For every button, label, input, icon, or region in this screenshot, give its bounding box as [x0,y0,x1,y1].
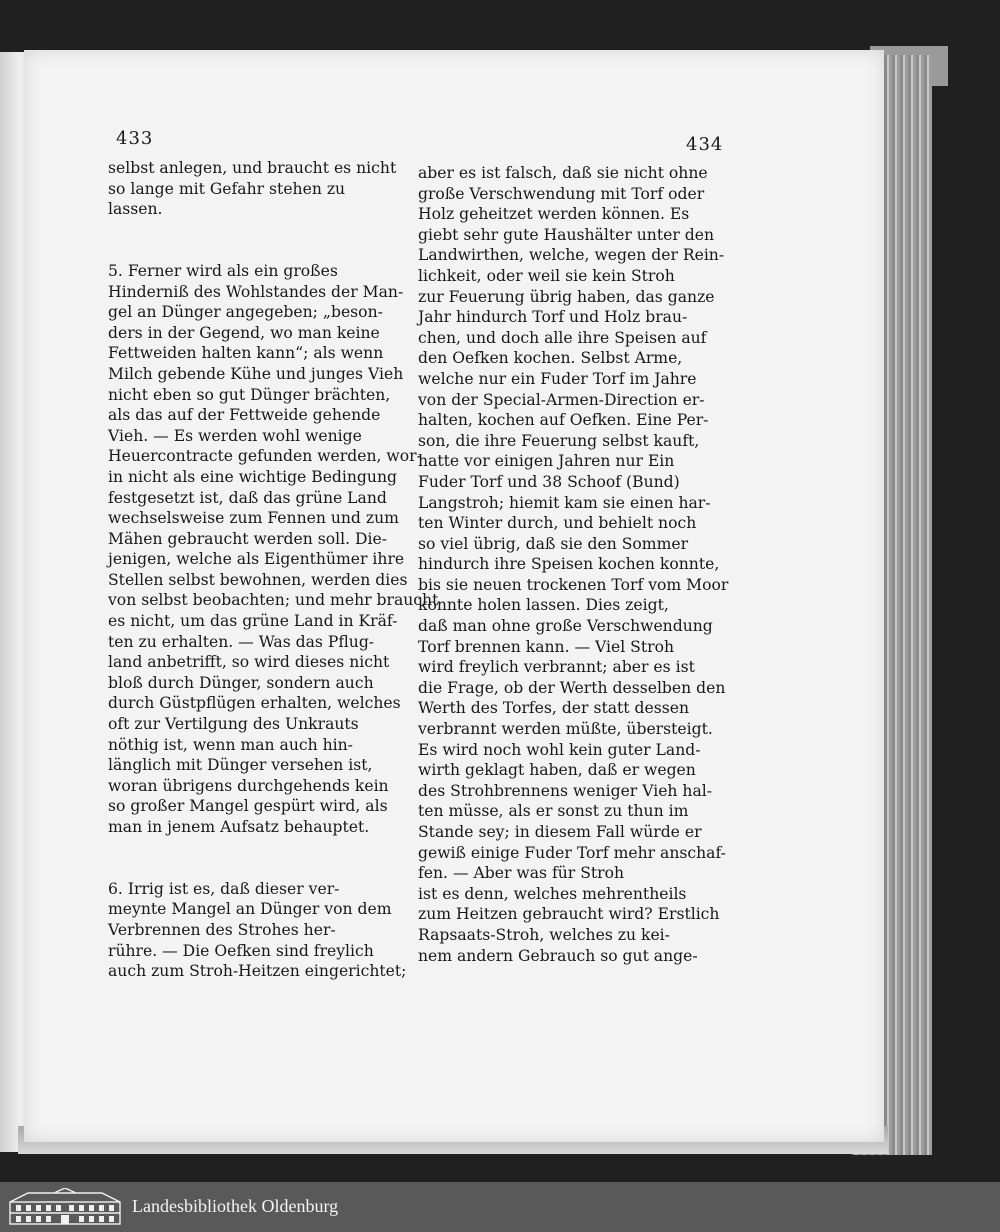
left-column-text-line: so lange mit Gefahr stehen zu [108,179,346,198]
right-column-text-line: zur Feuerung übrig haben, das ganze [418,287,715,306]
left-column-text-line: gel an Dünger angegeben; „beson- [108,303,383,322]
left-column-text-line [108,838,438,859]
left-column-text-line: wechselsweise zum Fennen und zum [108,509,399,528]
right-column-text-line: die Frage, ob der Werth desselben den [418,678,726,697]
left-column-text-line [108,220,438,241]
left-column-text-line: Mähen gebraucht werden soll. Die- [108,529,388,548]
right-column-text-line: wird freylich verbrannt; aber es ist [418,658,695,677]
right-column-text-line: welche nur ein Fuder Torf im Jahre [418,369,697,388]
right-column-text-line: Werth des Torfes, der statt dessen [418,699,689,718]
left-column-text-line: Vieh. — Es werden wohl wenige [108,426,362,445]
right-column-text-line: fen. — Aber was für Stroh [418,864,625,883]
right-column-text-line: von der Special-Armen-Direction er- [418,390,705,409]
right-column-text-line: so viel übrig, daß sie den Sommer [418,534,689,553]
left-column-text-line [108,240,438,261]
right-column-text-line: chen, und doch alle ihre Speisen auf [418,328,707,347]
left-column-text-line: auch zum Stroh-Heitzen eingerichtet; [108,962,407,981]
left-column-text-line: woran übrigens durchgehends kein [108,776,389,795]
right-column-text-line: verbrannt werden müßte, übersteigt. [418,720,713,739]
right-column-text-line: ten Winter durch, und behielt noch [418,514,697,533]
right-column-text-line: nem andern Gebrauch so gut ange- [418,946,698,965]
left-column-text-line: oft zur Vertilgung des Unkrauts [108,715,359,734]
right-column-text-line: hindurch ihre Speisen kochen konnte, [418,555,720,574]
footer-bar [0,1182,1000,1232]
left-column-text-line: Verbrennen des Strohes her- [108,920,336,939]
right-column-text-line: lichkeit, oder weil sie kein Stroh [418,266,675,285]
right-column-text-line: große Verschwendung mit Torf oder [418,184,705,203]
right-column-text-line: son, die ihre Feuerung selbst kauft, [418,431,700,450]
right-column-text-line: aber es ist falsch, daß sie nicht ohne [418,164,708,182]
left-column-text-line: rühre. — Die Oefken sind freylich [108,941,374,960]
left-column-text-line: lassen. [108,200,163,219]
right-column-text-line: wirth geklagt haben, daß er wegen [418,761,696,780]
right-column-text-line: des Strohbrennens weniger Vieh hal- [418,781,713,800]
left-column-text-line: 5. Ferner wird als ein großes [108,261,338,280]
right-column-text-line: Fuder Torf und 38 Schoof (Bund) [418,472,680,491]
left-column-text-line: länglich mit Dünger versehen ist, [108,756,373,775]
right-column-text-line: bis sie neuen trockenen Torf vom Moor [418,575,729,594]
left-column-text-line: 6. Irrig ist es, daß dieser ver- [108,879,340,898]
left-column-text-line: man in jenem Aufsatz behauptet. [108,818,370,836]
left-column-text-line: Stellen selbst bewohnen, werden dies [108,570,408,589]
right-column-text-line: Landwirthen, welche, wegen der Rein- [418,246,725,265]
left-column-text-line: selbst anlegen, und braucht es nicht [108,159,397,177]
left-column-text-line: durch Güstpflügen erhalten, welches [108,694,401,713]
right-column-text-line: hatte vor einigen Jahren nur Ein [418,452,675,471]
left-column-text-line: Fettweiden halten kann“; als wenn [108,344,384,363]
left-column-text-line: land anbetrifft, so wird dieses nicht [108,653,390,672]
right-column-text-line: konnte holen lassen. Dies zeigt, [418,596,669,615]
left-column-text-line: Heuercontracte gefunden werden, wor- [108,447,422,466]
left-column-text-line: jenigen, welche als Eigenthümer ihre [108,550,405,569]
left-column-text-line: festgesetzt ist, daß das grüne Land [108,488,387,507]
right-column-text-line: den Oefken kochen. Selbst Arme, [418,349,683,368]
right-column-text-line: zum Heitzen gebraucht wird? Erstlich [418,905,720,924]
right-column-text-line: gewiß einige Fuder Torf mehr anschaf- [418,843,726,862]
left-column-text-line: in nicht als eine wichtige Bedingung [108,467,397,486]
left-column-text-line: Milch gebende Kühe und junges Vieh [108,364,404,383]
left-column-text-line: als das auf der Fettweide gehende [108,406,381,425]
right-column-text-line: Rapsaats-Stroh, welches zu kei- [418,925,670,944]
text-column-right [418,163,728,966]
left-column-text-line: ders in der Gegend, wo man keine [108,323,380,342]
left-column-text-line: bloß durch Dünger, sondern auch [108,673,374,692]
library-building-logo-icon [8,1188,122,1226]
library-name: Landesbibliothek Oldenburg [132,1196,339,1216]
right-column-text-line: ist es denn, welches mehrentheils [418,884,687,903]
right-column-text-line: ten müsse, als er sonst zu thun im [418,802,689,821]
right-column-text-line: Langstroh; hiemit kam sie einen har- [418,493,711,512]
right-column-text-line: Stande sey; in diesem Fall würde er [418,823,702,841]
right-column-text-line: Jahr hindurch Torf und Holz brau- [418,308,688,327]
right-column-text-line: halten, kochen auf Oefken. Eine Per- [418,411,709,430]
left-column-text-line: ten zu erhalten. — Was das Pflug- [108,632,375,651]
page-number-right: 434 [686,134,724,155]
left-column-text-line: so großer Mangel gespürt wird, als [108,797,388,816]
right-column-text-line: Holz geheitzet werden können. Es [418,205,690,224]
left-column-text-line: von selbst beobachten; und mehr braucht [108,591,439,610]
right-column-text-line: daß man ohne große Verschwendung [418,617,713,636]
left-column-text-line: Hinderniß des Wohlstandes der Man- [108,282,404,301]
right-column-text-line: Es wird noch wohl kein guter Land- [418,740,701,759]
right-column-text-line: Torf brennen kann. — Viel Stroh [418,637,675,656]
left-column-text-line [108,858,438,879]
page-number-left: 433 [116,128,154,149]
text-column-left [108,158,438,982]
left-column-text-line: es nicht, um das grüne Land in Kräf- [108,612,398,631]
right-column-text-line: giebt sehr gute Haushälter unter den [418,225,714,244]
left-column-text-line: meynte Mangel an Dünger von dem [108,900,392,919]
left-column-text-line: nöthig ist, wenn man auch hin- [108,735,353,754]
left-column-text-line: nicht eben so gut Dünger brächten, [108,385,391,404]
